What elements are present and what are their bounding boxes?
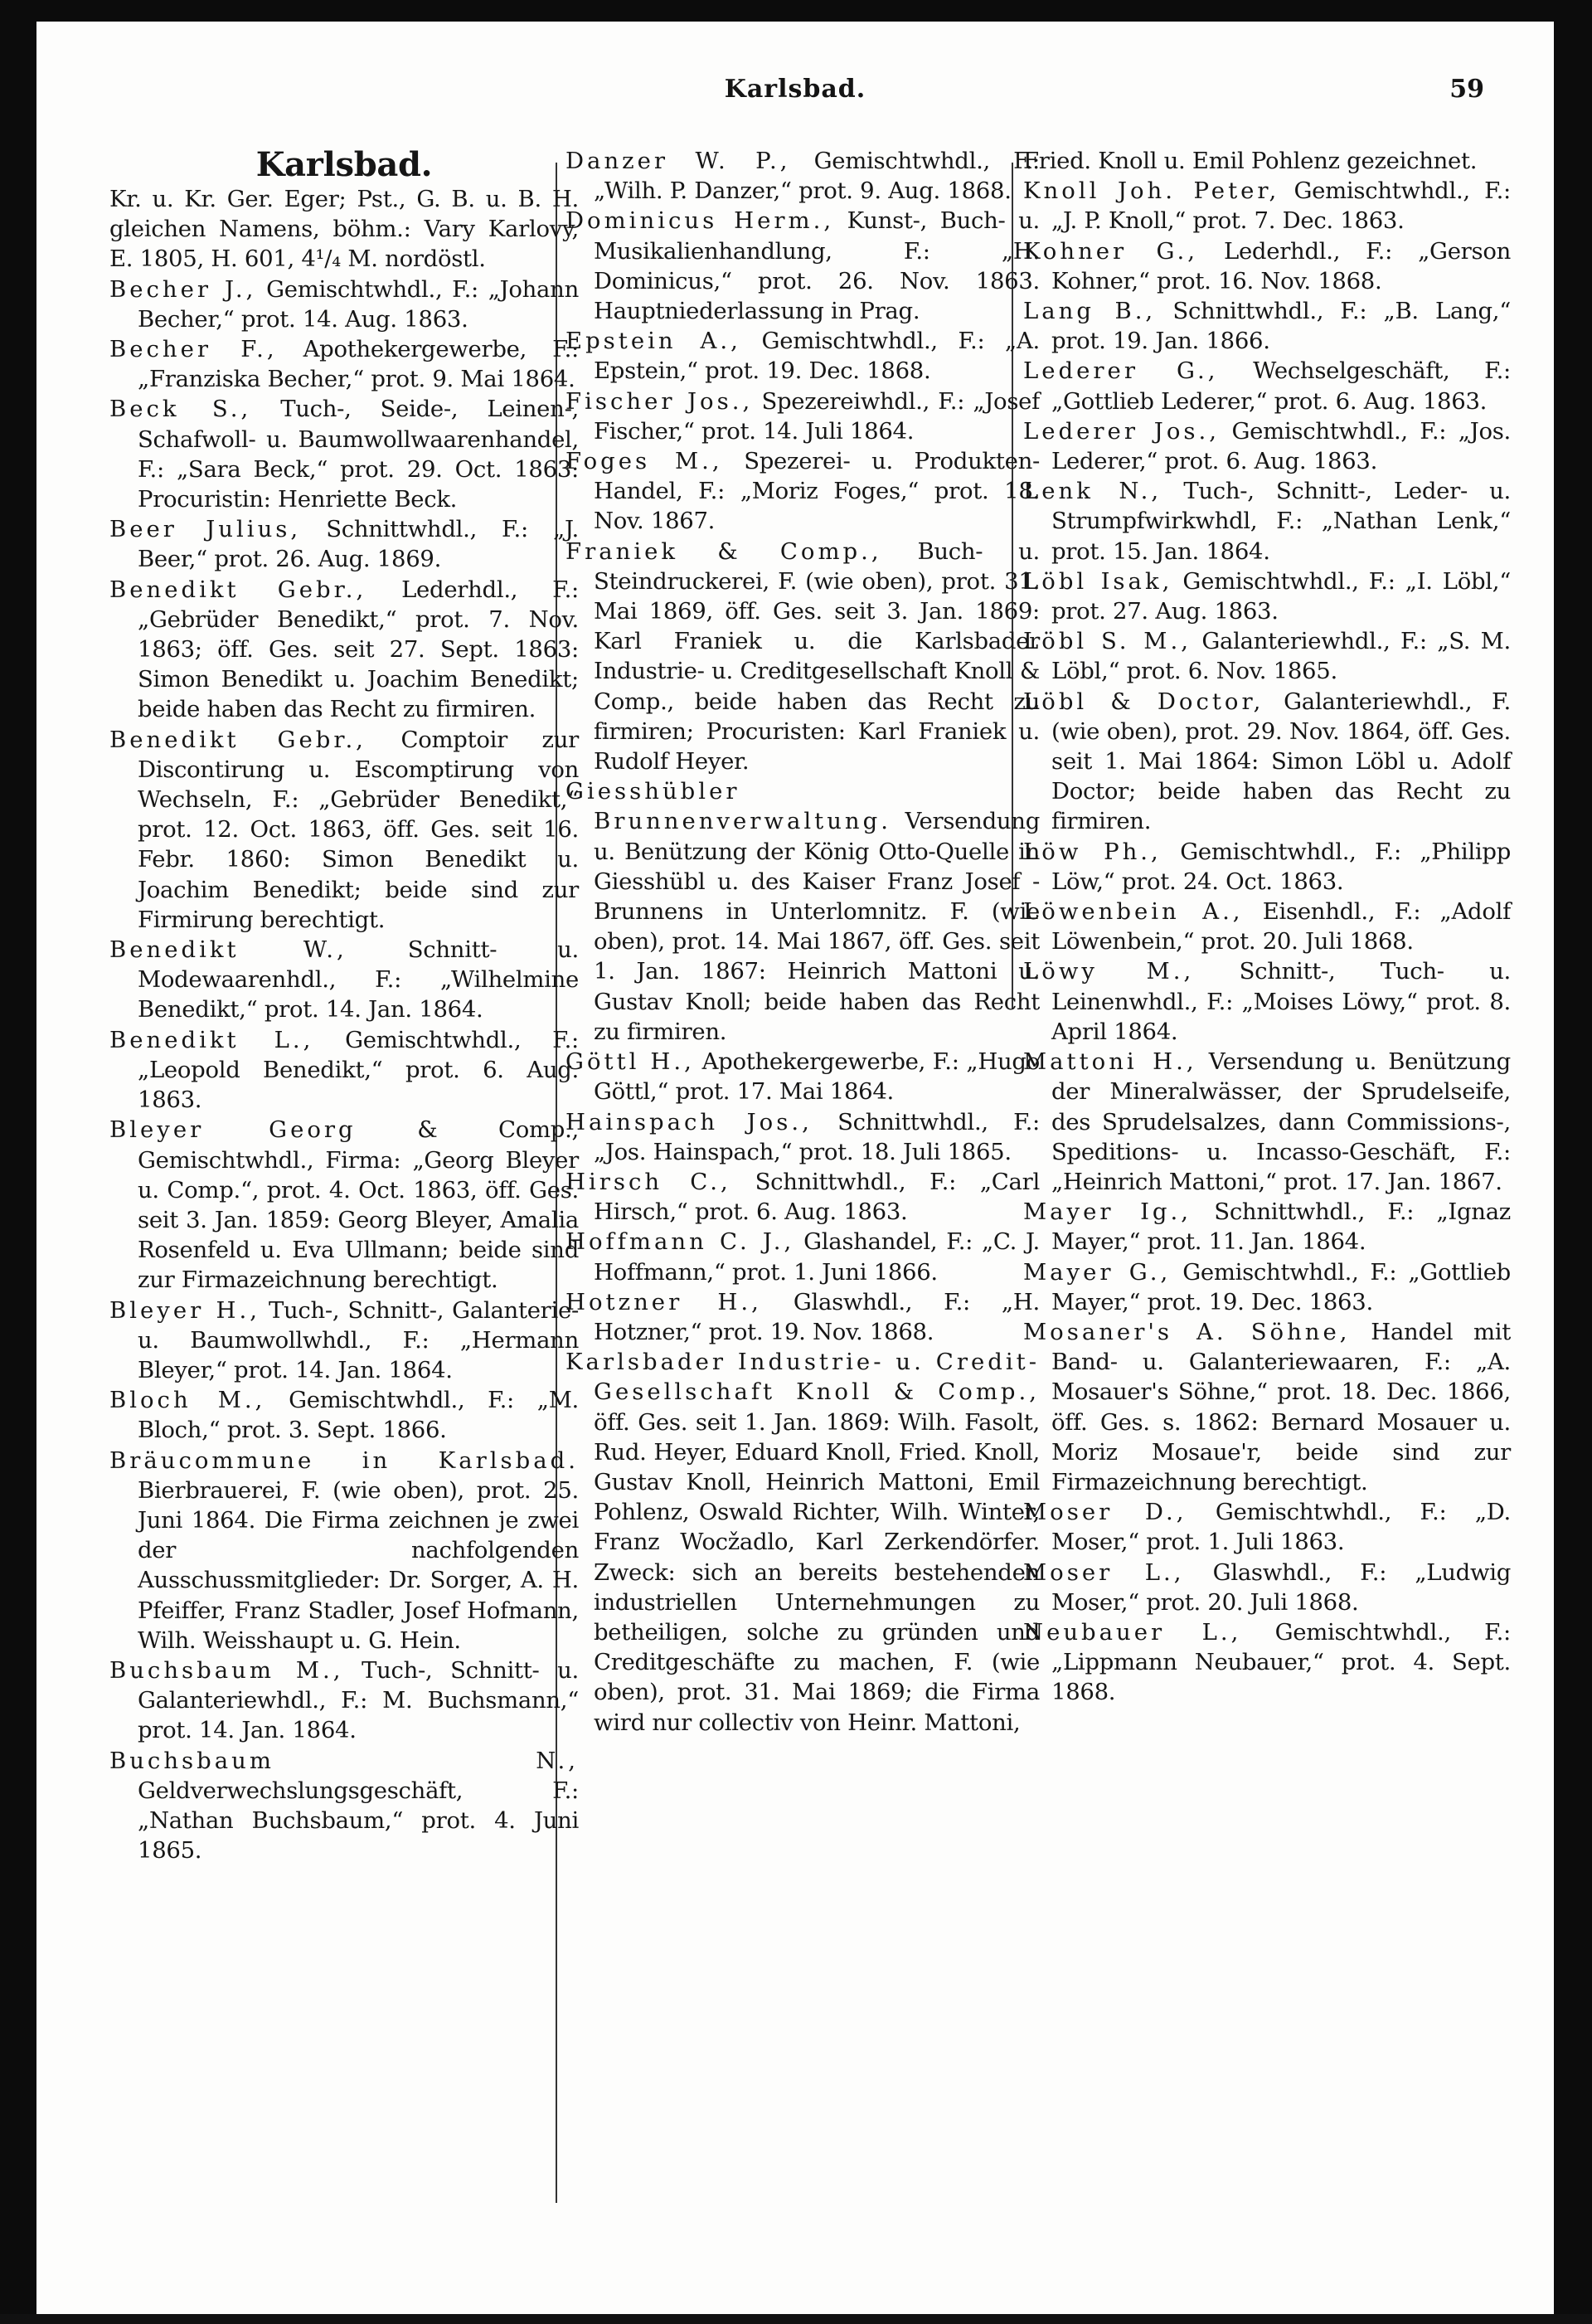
entry-name: Knoll Joh. Peter, [1023, 177, 1280, 205]
entry-name: Franiek & Comp., [565, 537, 882, 565]
entry-text: Spezereiwhdl., F.: „Josef Fischer,“ prot. 14. Juli 1864. [594, 387, 1040, 445]
entry-name: Beck S., [109, 396, 252, 423]
entry-name: Hainspach Jos., [565, 1108, 813, 1135]
entry-text: Versendung u. Benützung der König Otto-Quelle in Giesshübl u. des Kaiser Franz Josef - Brunnens in Unterlomnitz. F. (wie oben), prot. 14. Mai 1867, öff. Ges. seit 1. Jan. 1867: Heinrich Mattoni u. Gustav Knoll; beide haben das Recht zu firmiren. [594, 808, 1040, 1045]
entry-name: Fischer Jos., [565, 387, 754, 415]
register-entry [109, 514, 579, 574]
entry-text: Comptoir zur Discontirung u. Escomptirung von Wechseln, F.: „Gebrüder Benedikt,“ prot. 12. Oct. 1863, öff. Ges. seit 16. Febr. 1860: Simon Benedikt u. Joachim Benedikt; beide sind zur Firmirung berechtigt. [138, 726, 579, 933]
entry-text: Schnittwhdl., F.: „B. Lang,“ prot. 19. Jan. 1866. [1051, 298, 1512, 355]
entry-name: Becher F., [109, 336, 278, 363]
register-entry [1023, 416, 1511, 476]
entry-text: Gemischtwhdl., F.: „M. Bloch,“ prot. 3. Sept. 1866. [138, 1387, 579, 1444]
entry-text: Tuch-, Schnitt-, Galanterie- u. Baumwollwhdl., F.: „Hermann Bleyer,“ prot. 14. Jan. 1864. [138, 1296, 579, 1383]
entry-name: Löbl Isak, [1023, 567, 1173, 595]
entry-name: Foges M., [565, 448, 723, 475]
entry-text: Gemischtwhdl., F.: „D. Moser,“ prot. 1. Juli 1863. [1051, 1499, 1511, 1556]
register-entry [1023, 897, 1511, 956]
entry-name: Moser D., [1023, 1499, 1187, 1526]
entry-text: Gemischtwhdl., F.: „Leopold Benedikt,“ prot. 6. Aug. 1863. [138, 1026, 579, 1114]
page [36, 22, 1554, 2314]
entry-text: Handel mit Band- u. Galanteriewaaren, F.: „A. Mosauer's Söhne,“ prot. 18. Dec. 1866, öff. Ges. s. 1862: Bernard Mosauer u. Moriz Mosaue'r, beide sind zur Firmazeichnung berechtigt. [1051, 1318, 1511, 1495]
entry-name: Lederer G., [1023, 357, 1219, 385]
register-entry [1023, 687, 1511, 837]
entry-name: Bloch M., [109, 1387, 266, 1414]
entry-text: Buch- u. Steindruckerei, F. (wie oben), prot. 31. Mai 1869, öff. Ges. seit 3. Jan. 1869: Karl Franiek u. die Karlsbader Industrie- u. Creditgesellschaft Knoll & Comp., beide haben das Recht zu firmiren; Procuristen: Karl Franiek u. Rudolf Heyer. [594, 537, 1040, 775]
scan-border-left [0, 0, 36, 2324]
entry-text: Gemischtwhdl., F.: „Wilh. P. Danzer,“ prot. 9. Aug. 1868. [594, 148, 1040, 205]
scan-border-right [1554, 0, 1592, 2324]
entry-text: öff. Ges. seit 1. Jan. 1869: Wilh. Fasolt, Rud. Heyer, Eduard Knoll, Fried. Knoll, Gustav Knoll, Heinrich Mattoni, Emil Pohlenz, Oswald Richter, Wilh. Winter, Franz Wocžadlo, Karl Zerkendörfer. Zweck: sich an bereits bestehenden industriellen Unternehmungen zu betheiligen, solche zu gründen und Creditgeschäfte zu machen, F. (wie oben), prot. 31. Mai 1869; die Firma wird nur collectiv von Heinr. Mattoni, [594, 1408, 1040, 1736]
register-entry [109, 1746, 579, 1866]
register-entry [1023, 626, 1511, 686]
entry-name: Hotzner H., [565, 1288, 762, 1315]
entry-text: Galanteriewhdl., F.: „S. M. Löbl,“ prot. 6. Nov. 1865. [1051, 628, 1511, 685]
entry-name: Benedikt Gebr., [109, 726, 366, 753]
entry-name: Löbl S. M., [1023, 628, 1192, 655]
column-2 [565, 146, 1040, 1738]
register-entry [1023, 296, 1511, 356]
register-entry [109, 935, 579, 1025]
register-entry [1023, 1317, 1511, 1497]
register-entry [565, 206, 1040, 326]
entry-name: Benedikt W., [109, 936, 347, 964]
entry-name: Benedikt L., [109, 1026, 314, 1053]
entry-text: Eisenhdl., F.: „Adolf Löwenbein,“ prot. 20. Juli 1868. [1051, 898, 1511, 955]
register-entry [1023, 1047, 1511, 1197]
register-entry [1023, 1197, 1511, 1257]
register-entry [1023, 956, 1511, 1047]
entry-text: Gemischtwhdl., F.: „J. P. Knoll,“ prot. 7. Dec. 1863. [1051, 177, 1511, 235]
register-entry [565, 1227, 1040, 1286]
entry-name: Bleyer Georg [109, 1116, 357, 1144]
register-entry [1023, 146, 1511, 176]
entry-name: Becher J., [109, 275, 257, 303]
register-entry [109, 1385, 579, 1445]
entry-name: Neubauer L., [1023, 1618, 1242, 1646]
register-entry [565, 387, 1040, 446]
register-entry [565, 326, 1040, 386]
register-entry [565, 537, 1040, 777]
column-3 [1023, 146, 1511, 1708]
column-1 [109, 146, 579, 1865]
entry-text: Schnitt-, Tuch- u. Leinenwhdl., F.: „Moises Löwy,“ prot. 8. April 1864. [1051, 958, 1512, 1045]
entry-text: Schnittwhdl., F.: „Carl Hirsch,“ prot. 6. Aug. 1863. [594, 1168, 1040, 1226]
entry-text: Schnitt- u. Modewaarenhdl., F.: „Wilhelmine Benedikt,“ prot. 14. Jan. 1864. [138, 936, 579, 1023]
entry-text: Glaswhdl., F.: „H. Hotzner,“ prot. 19. Nov. 1868. [594, 1288, 1041, 1345]
entry-name: Danzer W. P., [565, 148, 791, 174]
register-entry [109, 1655, 579, 1746]
entry-name: Beer Julius, [109, 516, 302, 543]
entry-text: Gemischtwhdl., F.: „Gottlieb Mayer,“ prot. 19. Dec. 1863. [1051, 1258, 1511, 1315]
register-entry [565, 1107, 1040, 1167]
register-entry [109, 1296, 579, 1386]
register-entry [109, 725, 579, 935]
register-entry [565, 1347, 1040, 1738]
entry-text: Versendung u. Benützung der Mineralwässer, der Sprudelseife, des Sprudelsalzes, dann Commissions-, Speditions- u. Incasso-Geschäft, F.: „Heinrich Mattoni,“ prot. 17. Jan. 1867. [1051, 1048, 1511, 1195]
entry-name: Lang B., [1023, 298, 1157, 325]
entry-text: Glashandel, F.: „C. J. Hoffmann,“ prot. 1. Juni 1866. [594, 1228, 1040, 1286]
register-entry [565, 1287, 1040, 1347]
entry-name: Göttl H., [565, 1048, 695, 1076]
register-entry [565, 1047, 1040, 1106]
entry-name: Buchsbaum N., [109, 1747, 579, 1774]
entry-name: Lenk N., [1023, 478, 1162, 505]
entry-text: Gemischtwhdl., F.: „Jos. Lederer,“ prot. 6. Aug. 1863. [1051, 417, 1511, 475]
entry-text: Gemischtwhdl., F.: „Johann Becher,“ prot. 14. Aug. 1863. [138, 275, 579, 333]
register-entry [1023, 236, 1511, 296]
register-entry [109, 1025, 579, 1116]
entry-text: Gemischtwhdl., F.: „Lippmann Neubauer,“ prot. 4. Sept. 1868. [1051, 1618, 1511, 1706]
register-entry [1023, 1558, 1511, 1617]
register-entry [1023, 1257, 1511, 1317]
entry-text: Bierbrauerei, F. (wie oben), prot. 25. Juni 1864. Die Firma zeichnen je zwei der nachfolgenden Ausschussmitglieder: Dr. Sorger, A. H. Pfeiffer, Franz Stadler, Josef Hofmann, Wilh. Weisshaupt u. G. Hein. [138, 1476, 579, 1654]
entry-name: Mayer Ig., [1023, 1198, 1192, 1226]
entry-text: Geldverwechslungsgeschäft, F.: „Nathan Buchsbaum,“ prot. 4. Juni 1865. [138, 1777, 579, 1865]
entry-text: Schnittwhdl., F.: „J. Beer,“ prot. 26. Aug. 1869. [138, 516, 579, 573]
register-entry [109, 1115, 579, 1295]
register-entry [109, 575, 579, 725]
register-entry [1023, 356, 1511, 416]
scan-border-bottom [0, 2314, 1592, 2324]
entry-text: Spezerei- u. Produkten-Handel, F.: „Moriz Foges,“ prot. 18. Nov. 1867. [594, 448, 1040, 535]
register-entry [109, 334, 579, 394]
register-entry [565, 446, 1040, 537]
entry-name: Giesshübler Brunnenverwaltung. [565, 778, 891, 835]
register-entry [1023, 837, 1511, 897]
entry-name: Löbl & Doctor, [1023, 688, 1264, 715]
entry-name: Löwenbein A., [1023, 898, 1244, 926]
entry-name: Kohner G., [1023, 237, 1198, 265]
entry-text: Lederhdl., F.: „Gerson Kohner,“ prot. 16. Nov. 1868. [1051, 237, 1511, 294]
entry-text: Schnittwhdl., F.: „Jos. Hainspach,“ prot. 18. Juli 1865. [594, 1108, 1040, 1165]
entry-text: Galanteriewhdl., F. (wie oben), prot. 29. Nov. 1864, öff. Ges. seit 1. Mai 1864: Simon Löbl u. Adolf Doctor; beide haben das Recht zu firmiren. [1051, 688, 1511, 835]
scan-border-top [0, 0, 1592, 22]
entry-text: Tuch-, Schnitt- u. Galanteriewhdl., F.: M. Buchsmann,“ prot. 14. Jan. 1864. [138, 1656, 579, 1744]
register-entry [109, 1446, 579, 1655]
entry-name: Löwy M., [1023, 958, 1195, 985]
entry-name: Lederer Jos., [1023, 417, 1220, 445]
entry-text: Fried. Knoll u. Emil Pohlenz gezeichnet. [1023, 148, 1478, 174]
entry-text: Wechselgeschäft, F.: „Gottlieb Lederer,“ prot. 6. Aug. 1863. [1051, 357, 1511, 415]
entry-name: Karlsbader Industrie- u. Credit-Gesellschaft Knoll & Comp., [565, 1349, 1040, 1406]
entry-text: Kunst-, Buch- u. Musikalienhandlung, F.: „H. Dominicus,“ prot. 26. Nov. 1863. Hauptniederlassung in Prag. [594, 207, 1040, 325]
entry-text: Gemischtwhdl., F.: „Philipp Löw,“ prot. 24. Oct. 1863. [1051, 838, 1512, 895]
entry-name: Hoffmann C. J., [565, 1228, 795, 1256]
register-entry [1023, 176, 1511, 236]
entry-name: Hirsch C., [565, 1168, 731, 1195]
register-entry [1023, 476, 1511, 566]
entry-text: Glaswhdl., F.: „Ludwig Moser,“ prot. 20. Juli 1868. [1051, 1558, 1511, 1616]
section-title: Karlsbad. [255, 145, 433, 184]
entry-text: Lederhdl., F.: „Gebrüder Benedikt,“ prot. 7. Nov. 1863; öff. Ges. seit 27. Sept. 1863: Simon Benedikt u. Joachim Benedikt; beide haben das Recht zu firmiren. [138, 576, 579, 723]
entry-name: Moser L., [1023, 1558, 1185, 1586]
register-entry [1023, 1617, 1511, 1708]
register-entry [1023, 566, 1511, 626]
entry-name: Bleyer H., [109, 1296, 260, 1324]
entry-name: Mayer G., [1023, 1258, 1172, 1286]
entry-text: Gemischtwhdl., F.: „I. Löbl,“ prot. 27. Aug. 1863. [1051, 567, 1511, 625]
register-entry [109, 394, 579, 514]
entry-text: Schnittwhdl., F.: „Ignaz Mayer,“ prot. 11. Jan. 1864. [1051, 1198, 1511, 1256]
register-entry [109, 275, 579, 334]
entry-name: Epstein A., [565, 328, 741, 355]
register-entry [565, 776, 1040, 1047]
section-intro: Kr. u. Kr. Ger. Eger; Pst., G. B. u. B. H. gleichen Namens, böhm.: Vary Karlovy, E. 1805, H. 601, 4¹/₄ M. nordöstl. [109, 186, 579, 273]
entry-text: Apothekergewerbe, F.: „Hugo Göttl,“ prot. 17. Mai 1864. [594, 1048, 1040, 1106]
entry-name: Mattoni H., [1023, 1048, 1197, 1076]
entry-text: Tuch-, Seide-, Leinen-, Schafwoll- u. Baumwollwaarenhandel, F.: „Sara Beck,“ prot. 29. Oct. 1863: Procuristin: Henriette Beck. [138, 396, 580, 513]
entry-name: Dominicus Herm., [565, 207, 835, 235]
entry-name: Mosaner's A. Söhne, [1023, 1318, 1351, 1345]
entry-text: Tuch-, Schnitt-, Leder- u. Strumpfwirkwhdl, F.: „Nathan Lenk,“ prot. 15. Jan. 1864. [1051, 478, 1511, 565]
register-entry [1023, 1497, 1511, 1557]
page-number: 59 [1449, 75, 1484, 104]
running-title: Karlsbad. [724, 75, 866, 104]
entry-text: Apothekergewerbe, F.: „Franziska Becher,“ prot. 9. Mai 1864. [138, 336, 579, 393]
register-entry [565, 146, 1040, 206]
entry-name: Löw Ph., [1023, 838, 1162, 865]
entry-text: & Comp., Gemischtwhdl., Firma: „Georg Bleyer u. Comp.“, prot. 4. Oct. 1863, öff. Ges. seit 3. Jan. 1859: Georg Bleyer, Amalia Rosenfeld u. Eva Ullmann; beide sind zur Firmazeichnung berechtigt. [138, 1116, 579, 1294]
entry-name: Bräucommune in Karlsbad. [109, 1446, 579, 1474]
entry-name: Benedikt Gebr., [109, 576, 367, 603]
entry-name: Buchsbaum M., [109, 1656, 344, 1684]
register-entry [565, 1167, 1040, 1227]
entry-text: Gemischtwhdl., F.: „A. Epstein,“ prot. 19. Dec. 1868. [594, 328, 1040, 385]
